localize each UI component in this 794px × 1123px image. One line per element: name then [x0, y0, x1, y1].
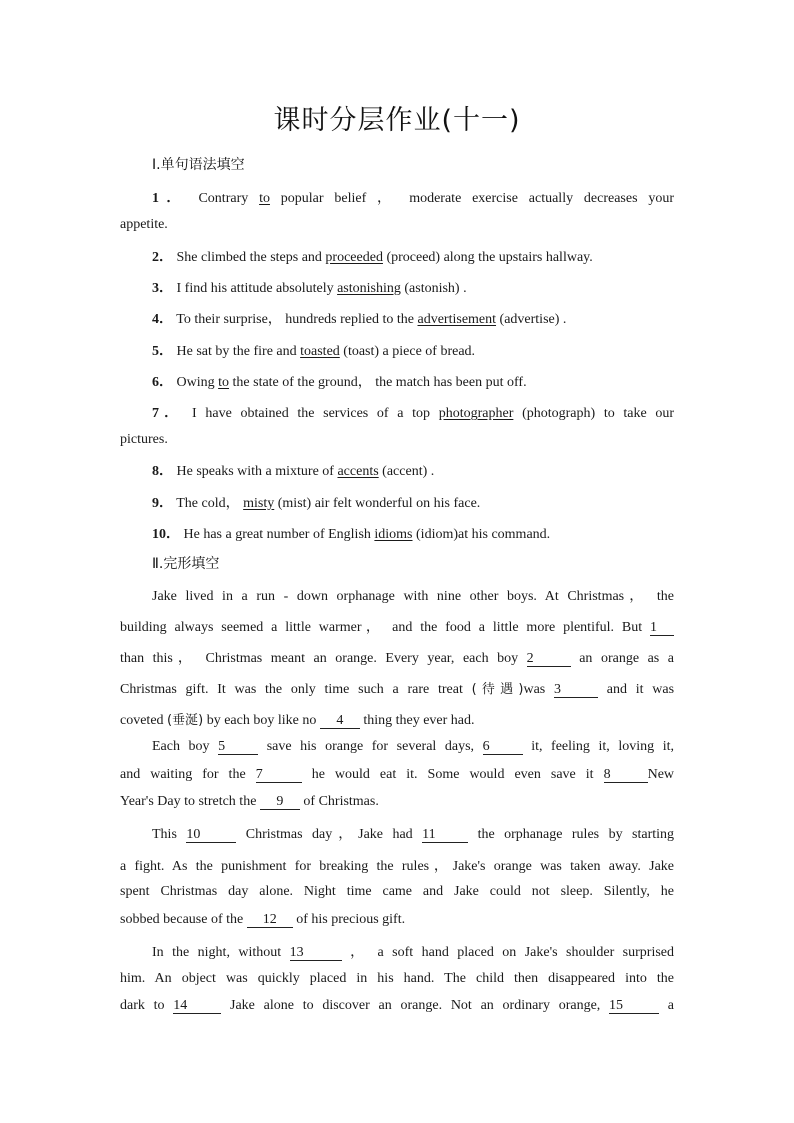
- question-9: 9． The cold， misty (mist) air felt wonderful on his face.: [152, 496, 481, 511]
- blank-13: 13: [290, 945, 342, 961]
- question-7: 7． I have obtained the services of a top photographer (photograph) to take our: [152, 406, 675, 421]
- blank-6: 6: [483, 739, 523, 755]
- question-number: 10．: [152, 527, 180, 542]
- answer: photographer: [438, 406, 514, 421]
- answer: to: [218, 375, 230, 390]
- section-heading-grammar: Ⅰ.单句语法填空: [152, 157, 245, 173]
- blank-1: 1: [650, 620, 674, 636]
- answer: misty: [243, 496, 275, 511]
- passage-line: than this， Christmas meant an orange. Every year, each boy 2 an orange as a: [120, 651, 675, 666]
- question-4: 4． To their surprise， hundreds replied to the advertisement (advertise) .: [152, 312, 567, 327]
- question-2: 2． She climbed the steps and proceeded (proceed) along the upstairs hallway.: [152, 250, 593, 265]
- answer: proceeded: [325, 250, 383, 265]
- passage-line: and waiting for the 7 he would eat it. Some would even save it 8 New: [120, 767, 675, 782]
- question-number: 6．: [152, 375, 173, 390]
- passage-line: sobbed because of the 12 of his precious gift.: [120, 912, 406, 927]
- blank-10: 10: [186, 827, 236, 843]
- question-number: 1．: [152, 191, 188, 206]
- question-number: 3．: [152, 281, 173, 296]
- answer: toasted: [300, 344, 340, 359]
- answer: astonishing: [337, 281, 401, 296]
- blank-5: 5: [218, 739, 258, 755]
- blank-9: 9: [260, 794, 300, 810]
- page-title: 课时分层作业(十一): [273, 105, 521, 136]
- passage-line: Christmas gift. It was the only time such a rare treat (待遇)was 3 and it was: [120, 682, 675, 697]
- passage-line: Year's Day to stretch the 9 of Christmas.: [120, 794, 379, 809]
- blank-15: 15: [609, 998, 659, 1014]
- question-6: 6． Owing to the state of the ground， the match has been put off.: [152, 375, 527, 390]
- blank-2: 2: [527, 651, 571, 667]
- blank-11: 11: [422, 827, 468, 843]
- question-10: 10． He has a great number of English idioms (idiom)at his command.: [152, 527, 551, 542]
- question-number: 2．: [152, 250, 173, 265]
- passage-line: In the night, without 13 ， a soft hand placed on Jake's shoulder surprised: [152, 945, 675, 960]
- question-3: 3． I find his attitude absolutely astonishing (astonish) .: [152, 281, 467, 296]
- question-number: 9．: [152, 496, 173, 511]
- question-1: 1． Contrary to popular belief ， moderate exercise actually decreases your: [152, 191, 675, 206]
- question-1-cont: appetite.: [120, 217, 168, 232]
- passage-line: Jake lived in a run - down orphanage with nine other boys. At Christmas， the: [152, 589, 674, 604]
- blank-12: 12: [247, 912, 293, 928]
- question-number: 7．: [152, 406, 184, 421]
- question-7-cont: pictures.: [120, 432, 168, 447]
- question-5: 5． He sat by the fire and toasted (toast) a piece of bread.: [152, 344, 476, 359]
- passage-line: dark to 14 Jake alone to discover an orange. Not an ordinary orange, 15 a: [120, 998, 675, 1013]
- blank-7: 7: [256, 767, 302, 783]
- question-number: 8．: [152, 464, 173, 479]
- passage-line: This 10 Christmas day，Jake had 11 the orphanage rules by starting: [152, 827, 675, 842]
- blank-8: 8: [604, 767, 648, 783]
- passage-line: building always seemed a little warmer， and the food a little more plentiful. But 1: [120, 616, 674, 636]
- blank-14: 14: [173, 998, 221, 1014]
- question-number: 4．: [152, 312, 173, 327]
- passage-line: him. An object was quickly placed in his hand. The child then disappeared into the: [120, 971, 674, 986]
- question-8: 8． He speaks with a mixture of accents (accent) .: [152, 464, 435, 479]
- blank-4: 4: [320, 713, 360, 729]
- passage-line: Each boy 5 save his orange for several days, 6 it, feeling it, loving it,: [152, 739, 674, 754]
- answer: advertisement: [417, 312, 497, 327]
- answer: to: [259, 191, 270, 206]
- answer: idioms: [374, 527, 413, 542]
- blank-3: 3: [554, 682, 598, 698]
- passage-line: coveted (垂涎) by each boy like no 4 thing they ever had.: [120, 713, 475, 728]
- passage-line: spent Christmas day alone. Night time came and Jake could not sleep. Silently, he: [120, 884, 674, 899]
- passage-line: a fight. As the punishment for breaking the rules，Jake's orange was taken away. Jake: [120, 859, 674, 874]
- answer: accents: [337, 464, 379, 479]
- section-heading-cloze: Ⅱ.完形填空: [152, 556, 220, 572]
- question-number: 5．: [152, 344, 173, 359]
